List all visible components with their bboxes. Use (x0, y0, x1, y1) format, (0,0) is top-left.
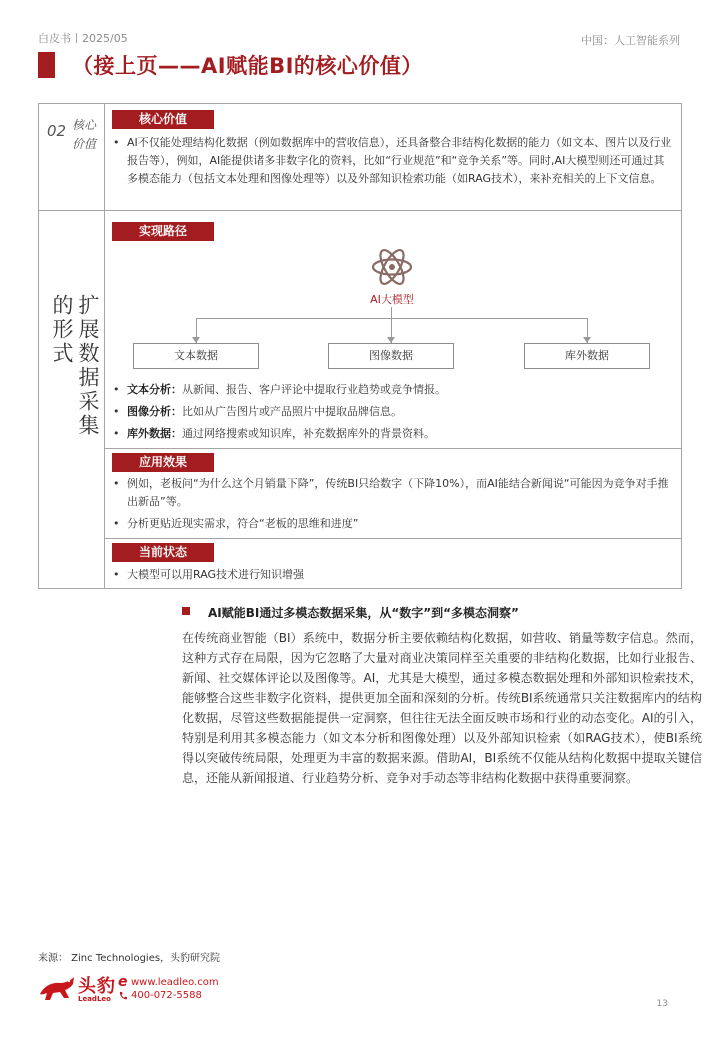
core-value-section (105, 104, 681, 211)
external-data-box: 库外数据 (524, 343, 650, 369)
leopard-logo-icon (38, 974, 76, 1002)
list-item: • 文本分析：从新闻、报告、客户评论中提取行业趋势或竞争情报。 (113, 381, 675, 399)
phone-icon (118, 991, 128, 1001)
doc-type-label: 白皮书丨2025/05 (38, 32, 128, 45)
title-accent-bar (38, 52, 55, 78)
web-e-icon: e (118, 974, 128, 990)
path-tag: 实现路径 (112, 222, 214, 241)
page-title: （接上页——AI赋能BI的核心价值） (72, 54, 423, 78)
vertical-section-label: 扩展数据采集的形式 (50, 294, 100, 438)
list-item: • 图像分析：比如从广告图片或产品照片中提取品牌信息。 (113, 403, 675, 421)
logo-chinese-name: 头豹 (78, 976, 116, 997)
text-data-box: 文本数据 (133, 343, 259, 369)
list-item: • 例如，老板问“为什么这个月销量下降”，传统BI只给数字（下降10%），而AI能结合新闻说“可能因为竞争对手推出新品”等。 (113, 475, 675, 511)
status-tag: 当前状态 (112, 543, 214, 562)
core-value-text: • AI不仅能处理结构化数据（例如数据库中的营收信息），还具备整合非结构化数据的能力（如文本、图片以及行业报告等），例如，AI能提供诸多非数字化的资料，比如“行业规范”和“竞争关系”等。同时,AI大模型则还可通过其多模态能力（包括文本处理和图像处理等）以及外部知识检索功能（如RAG技术），来补充相关的上下文信息。 (113, 134, 675, 188)
page-number: 13 (656, 999, 668, 1009)
list-item: • 大模型可以用RAG技术进行知识增强 (113, 566, 675, 584)
body-paragraph: 在传统商业智能（BI）系统中，数据分析主要依赖结构化数据，如营收、销量等数字信息。然而，这种方式存在局限，因为它忽略了大量对商业决策同样至关重要的非结构化数据，比如行业报告、新闻、社交媒体评论以及图像等。AI，尤其是大模型，通过多模态数据处理和外部知识检索技术，能够整合这些非数字化资料，提供更加全面和深刻的分析。传统BI系统通常只关注数据库内的结构化数据，尽管这些数据能提供一定洞察，但往往无法全面反映市场和行业的动态变化。AI的引入，特别是利用其多模态能力（如文本分析和图像处理）以及外部知识检索（如RAG技术），使BI系统得以突破传统局限，处理更为丰富的数据来源。借助AI，BI系统不仅能从结构化数据中提取关键信息，还能从新闻报道、行业趋势分析、竞争对手动态等非结构化数据中获得重要洞察。 (182, 631, 702, 785)
status-section (105, 539, 681, 589)
atom-icon (370, 245, 414, 289)
section-number: 02 (47, 122, 67, 140)
core-value-table (38, 103, 682, 589)
core-value-tag: 核心价值 (112, 110, 214, 129)
source-note: 来源： Zinc Technologies，头豹研究院 (38, 953, 221, 964)
section-small-label: 核心价值 (71, 118, 96, 151)
body-subheading: AI赋能BI通过多模态数据采集，从“数字”到“多模态洞察” (208, 606, 519, 620)
phone-number: 400-072-5588 (131, 990, 202, 1001)
series-label: 中国：人工智能系列 (581, 34, 680, 47)
logo-english-name: LeadLeo (78, 995, 111, 1003)
left-head-cell (39, 104, 105, 211)
effect-tag: 应用效果 (112, 453, 214, 472)
website-link[interactable]: www.leadleo.com (131, 977, 219, 988)
effect-section (105, 449, 681, 539)
subheading-square-icon (182, 607, 190, 615)
list-item: • 库外数据：通过网络搜索或知识库，补充数据库外的背景资料。 (113, 425, 675, 443)
image-data-box: 图像数据 (328, 343, 454, 369)
list-item: • 分析更贴近现实需求，符合“老板的思维和进度” (113, 515, 675, 533)
path-section (105, 211, 681, 449)
left-label-column (39, 104, 105, 588)
ai-model-label: AI大模型 (370, 293, 414, 306)
